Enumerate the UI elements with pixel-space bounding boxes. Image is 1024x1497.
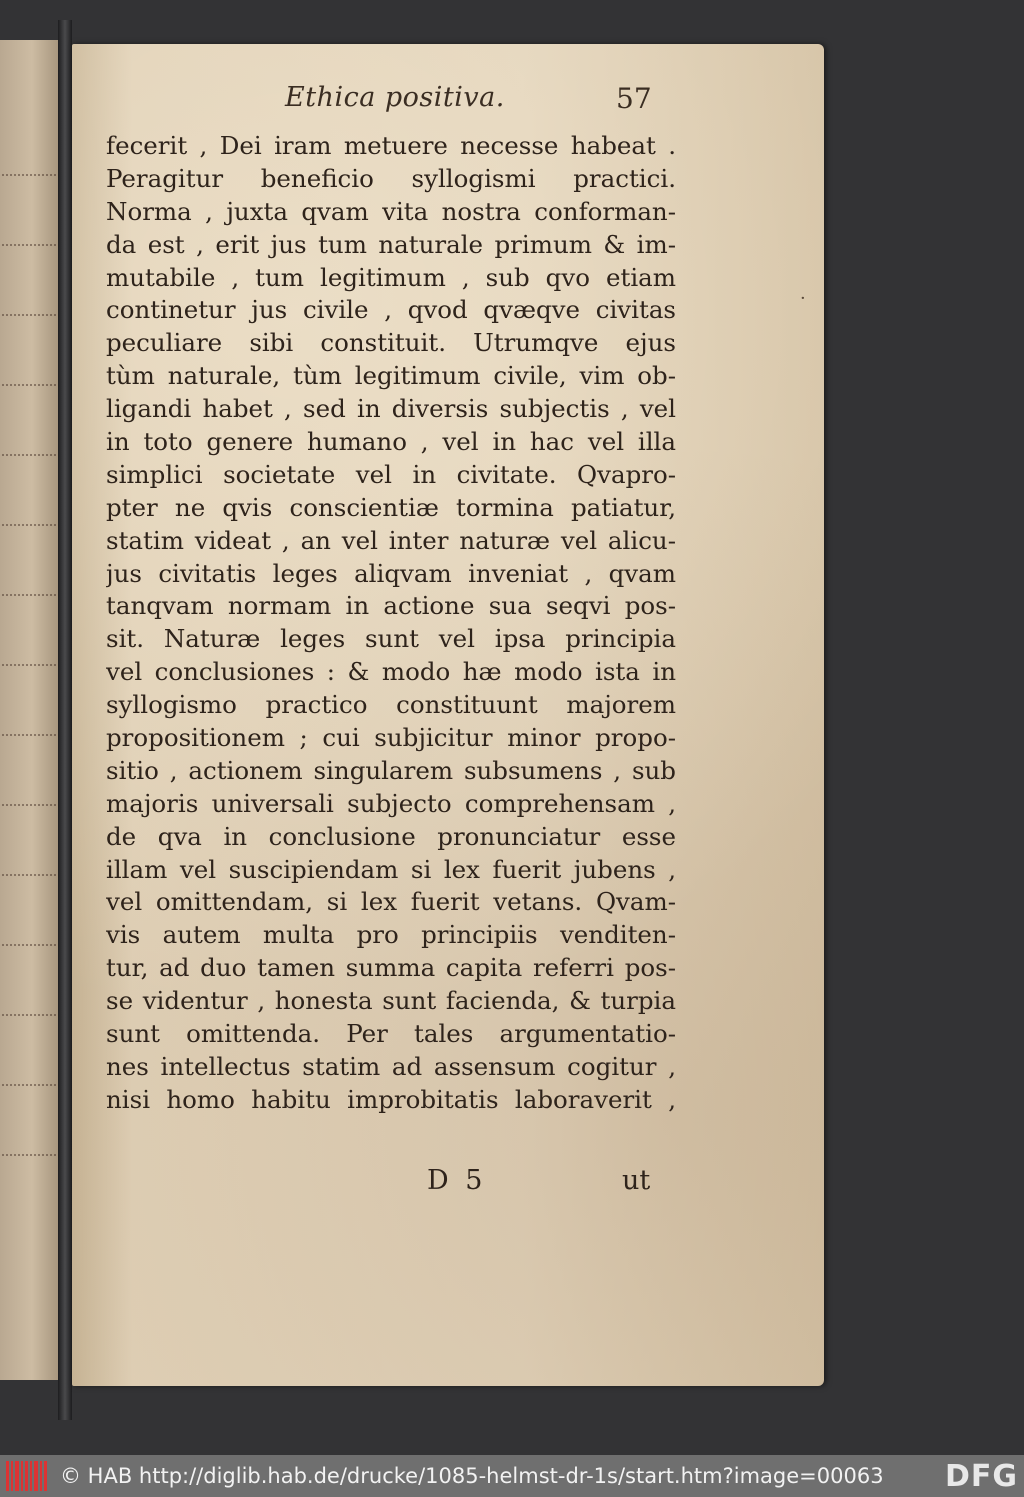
text-line: fecerit , Dei iram metuere necesse habeat . [106,131,676,160]
text-line: da est , erit jus tum naturale primum & im- [106,229,676,259]
book-spine [58,20,72,1420]
text-line: mutabile , tum legitimum , sub qvo etiam [106,262,676,292]
barcode-icon [6,1461,50,1491]
text-line: peculiare sibi constituit. Utrumqve ejus [106,328,676,358]
text-line: tùm naturale, tùm legitimum civile, vim ob- [106,361,676,391]
text-line: de qva in conclusione pronunciatur esse [106,821,676,851]
dfg-logo: DFG [944,1459,1018,1494]
running-head: Ethica positiva. [285,82,505,113]
text-line: majoris universali subjecto comprehensam , [106,788,676,818]
text-line: propositionem ; cui subjicitur minor propo- [106,723,676,753]
text-line: vel omittendam, si lex fuerit vetans. Qvam- [106,887,676,917]
text-line: se videntur , honesta sunt facienda, & turpia [106,986,676,1016]
footer-bar [0,1455,1024,1497]
text-line: vis autem multa pro principiis venditen- [106,920,676,950]
previous-page-edge [0,40,58,1380]
text-line: Norma , juxta qvam vita nostra conforman- [106,196,676,226]
text-line: sitio , actionem singularem subsumens , sub [106,755,676,785]
text-line: in toto genere humano , vel in hac vel illa [106,427,676,457]
text-line: pter ne qvis conscientiæ tormina patiatur, [106,492,676,522]
text-line: vel conclusiones : & modo hæ modo ista in [106,657,676,687]
text-line: tur, ad duo tamen summa capita referri pos- [106,953,676,983]
text-line: nes intellectus statim ad assensum cogitur , [106,1051,676,1081]
text-line: continetur jus civile , qvod qvæqve civitas [106,295,676,325]
copyright-url[interactable]: © HAB http://diglib.hab.de/drucke/1085-helmst-dr-1s/start.htm?image=00063 [60,1464,884,1488]
text-line: ligandi habet , sed in diversis subjectis , vel [106,394,676,424]
body-text [106,130,676,1117]
page-number: 57 [616,82,652,115]
text-line: nisi homo habitu improbitatis laboraverit , [106,1084,676,1114]
text-line: Peragitur beneficio syllogismi practici. [106,163,676,193]
signature-mark: D 5 [427,1165,487,1196]
text-line: syllogismo practico constituunt majorem [106,690,676,720]
text-line: tanqvam normam in actione sua seqvi pos- [106,591,676,621]
margin-mark: · [800,288,806,309]
text-line: jus civitatis leges aliqvam inveniat , qvam [106,558,676,588]
text-line: simplici societate vel in civitate. Qvapro- [106,459,676,489]
text-line: sunt omittenda. Per tales argumentatio- [106,1019,676,1049]
text-line: sit. Naturæ leges sunt vel ipsa principia [106,624,676,654]
text-line: statim videat , an vel inter naturæ vel alicu- [106,525,676,555]
catchword: ut [622,1165,651,1196]
text-line: illam vel suscipiendam si lex fuerit jubens , [106,854,676,884]
